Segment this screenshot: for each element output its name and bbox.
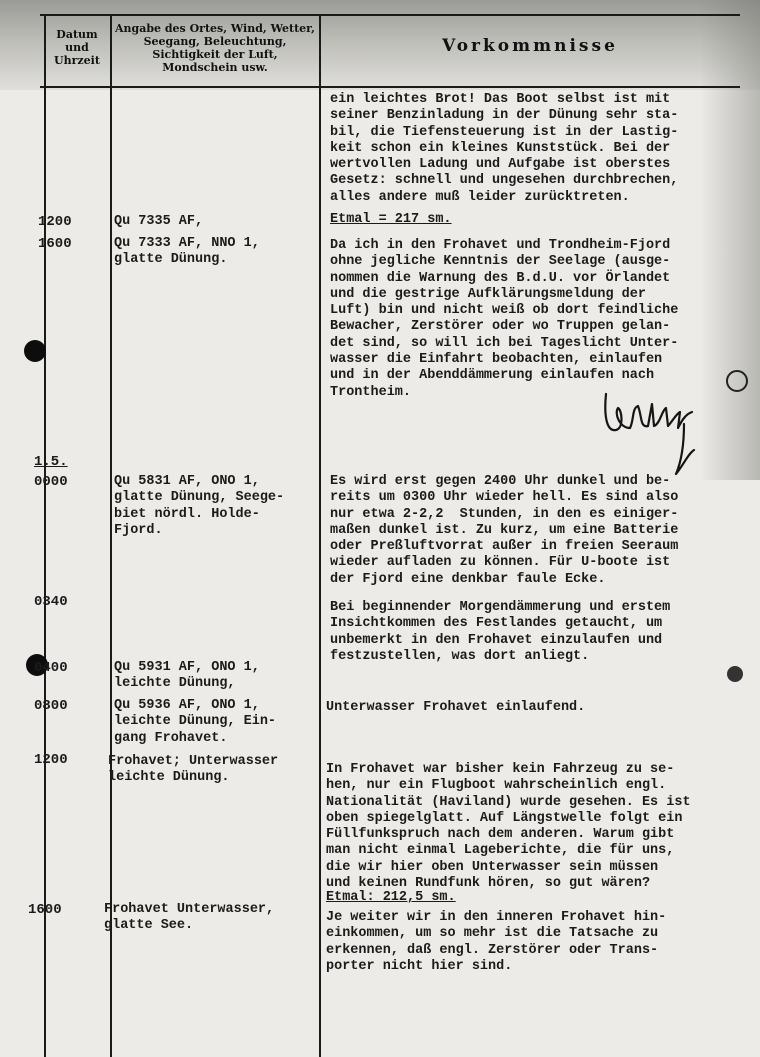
header-place-weather: Angabe des Ortes, Wind, Wetter, Seegang, Beleuchtung, Sichtigkeit der Luft, Mondschein usw. bbox=[114, 22, 316, 74]
entry-events: Da ich in den Frohavet und Trondheim-Fjord ohne jegliche Kenntnis der Seelage (ausge- nommen die Warnung des B.d.U. vor Örlandet und die gestrige Aufklärungsmeldung der Luft) bin und nicht weiß ob dort feindliche Bewacher, Zerstörer oder wo Truppen gelan- det sind, so will ich bei Tageslicht Unter- wasser die Einfahrt beobachten, einlaufen und in der Abenddämmerung einlaufen nach Trontheim. bbox=[330, 238, 679, 400]
column-rule-1 bbox=[44, 14, 46, 1057]
entry-events: Etmal = 217 sm. bbox=[330, 212, 452, 227]
margin-circle-mark bbox=[726, 370, 748, 392]
entry-place: Frohavet Unterwasser, glatte See. bbox=[104, 902, 275, 934]
header-date-time: Datum und Uhrzeit bbox=[54, 28, 100, 67]
column-rule-2 bbox=[110, 14, 112, 1057]
entry-place: Frohavet; Unterwasser leichte Dünung. bbox=[108, 754, 279, 786]
entry-time: 1200 bbox=[34, 752, 68, 768]
header-top-rule bbox=[40, 14, 740, 16]
entry-events: Je weiter wir in den inneren Frohavet hin- einkommen, um so mehr ist die Tatsache zu erkennen, daß engl. Zerstörer oder Trans- porter nicht hier sind. bbox=[326, 910, 667, 974]
entry-events: Bei beginnender Morgendämmerung und erstem Insichtkommen des Festlandes getaucht, um unbemerkt in den Frohavet einzulaufen und festzustellen, was dort anliegt. bbox=[330, 600, 671, 664]
entry-time: 0340 bbox=[34, 594, 68, 610]
entry-etmal: Etmal: 212,5 sm. bbox=[326, 890, 456, 905]
header-bottom-rule bbox=[40, 86, 740, 88]
entry-time: 1600 bbox=[28, 902, 62, 918]
continuation-text: ein leichtes Brot! Das Boot selbst ist mit seiner Benzinladung in der Dünung sehr sta- bil, die Tiefensteuerung ist in der Lastig- keit schon ein kleines Kunststück. Bei der wertvollen Ladung und Aufgabe ist oberstes Gesetz: schnell und ungesehen durchbrechen, alles andere muß leider zurücktreten. bbox=[330, 92, 679, 205]
entry-time: 1600 bbox=[38, 236, 72, 252]
header-events: Vorkommnisse bbox=[442, 36, 618, 56]
entry-events: Es wird erst gegen 2400 Uhr dunkel und be- reits um 0300 Uhr wieder hell. Es sind also nur etwa 2-2,2 Stunden, in den es einiger- maßen dunkel ist. Zu kurz, um eine Batterie oder Preßluftvorrat außer in freien Seeraum wieder aufladen zu können. Für U-boote ist der Fjord eine denkbar faule Ecke. bbox=[330, 474, 679, 587]
entry-place: Qu 5936 AF, ONO 1, leichte Dünung, Ein- gang Frohavet. bbox=[114, 698, 277, 746]
entry-time: 1200 bbox=[38, 214, 72, 230]
scan-shadow-right bbox=[700, 0, 760, 480]
entry-place: Qu 5931 AF, ONO 1, leichte Dünung, bbox=[114, 660, 260, 692]
punch-hole-right bbox=[727, 666, 743, 682]
entry-date: 1.5. bbox=[34, 454, 68, 470]
entry-place: Qu 7333 AF, NNO 1, glatte Dünung. bbox=[114, 236, 260, 268]
entry-place: Qu 5831 AF, ONO 1, glatte Dünung, Seege- biet nördl. Holde- Fjord. bbox=[114, 474, 285, 538]
entry-time: 0000 bbox=[34, 474, 68, 490]
entry-events: In Frohavet war bisher kein Fahrzeug zu se- hen, nur ein Flugboot wahrscheinlich engl. Nationalität (Haviland) wurde gesehen. Es ist oben spiegelglatt. Auf Längstwelle folgt ein Füllfunkspruch nach dem anderen. Warum gibt man nicht einmal Lageberichte, die für uns, die wir hier oben Unterwasser sein müssen und keinen Rundfunk hören, so gut wären? bbox=[326, 762, 691, 892]
column-rule-3 bbox=[319, 14, 321, 1057]
punch-hole-top bbox=[24, 340, 46, 362]
entry-time: 0400 bbox=[34, 660, 68, 676]
entry-events: Unterwasser Frohavet einlaufend. bbox=[326, 700, 586, 715]
handwritten-signature bbox=[600, 384, 700, 480]
entry-time: 0800 bbox=[34, 698, 68, 714]
entry-place: Qu 7335 AF, bbox=[114, 214, 204, 229]
